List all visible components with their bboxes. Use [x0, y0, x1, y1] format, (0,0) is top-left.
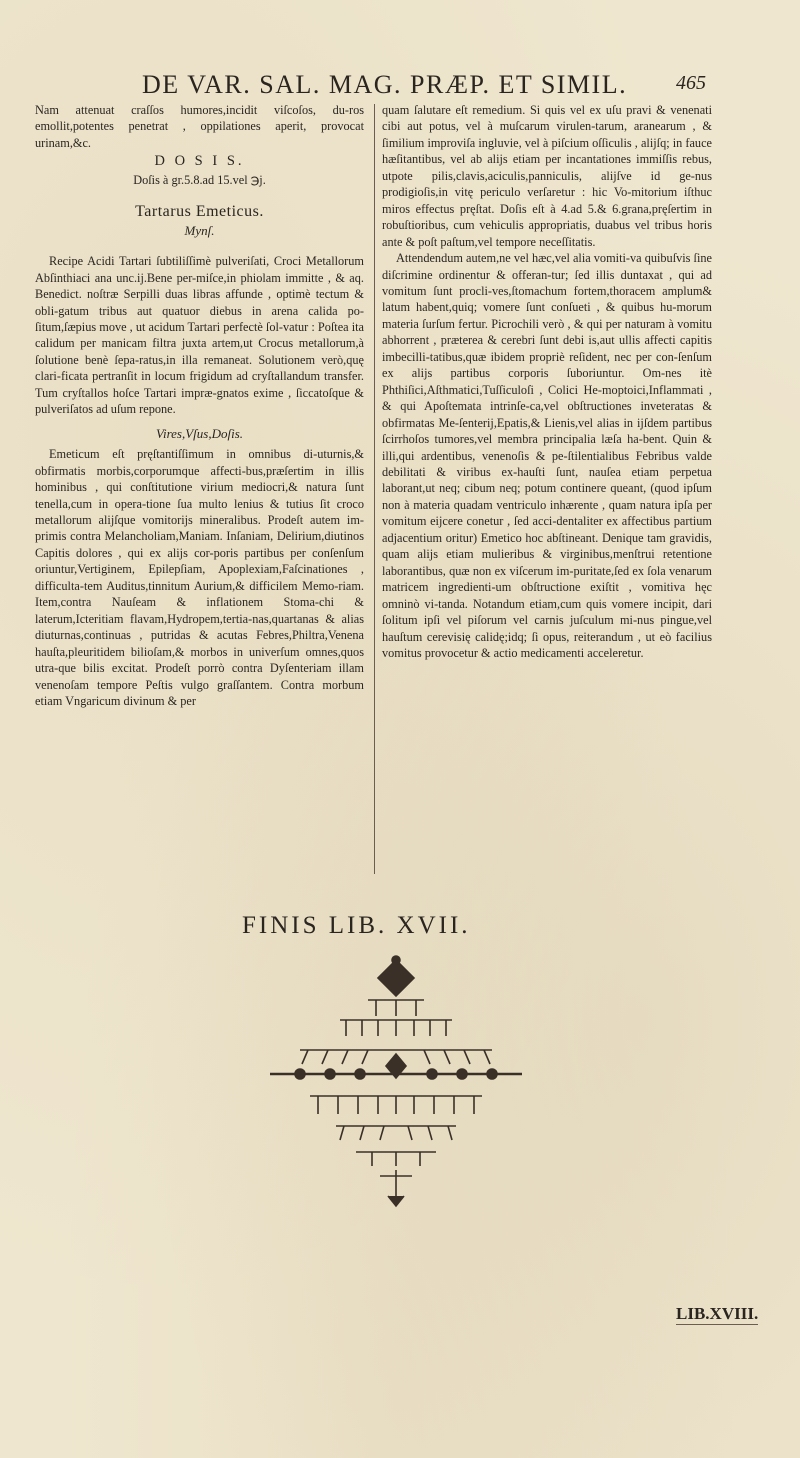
intro-paragraph: Nam attenuat craſſos humores,incidit viſcoſos, du-ros emollit,potentes penetrat , oppilationes aperit, provocat urinam,&c.	[35, 103, 364, 150]
dosis-heading: D O S I S.	[154, 153, 245, 170]
vires-paragraph: Emeticum eſt pręſtantiſſimum in omnibus di-uturnis,& obfirmatis morbis,corporumque affecti-bus,præſertim in illis hominibus , qui conſtitutione virium mediocri,& natura ſunt tenella,cum in opera-tione ſua multo lenius & tutius ſit croco metallorum alijſque vomitorijs mineralibus. Prodeſt autem im-primis contra Melancholiam,Maniam. Inſaniam, Delirium,diutinos Capitis dolores , qui ex alijs cor-poris partibus per conſenſum oriuntur,Vertiginem, Epilepſiam, Apoplexiam,Faſcinationes , difficulta-tem Auditus,tinnitum Aurium,& difficilem Memo-riam. Item,contra Nauſeam & inflationem Stoma-chi & laterum,Icteritiam flavam,Hydropem,tertia-nas,quartanas & alias diuturnas,continuas , putridas & acutas Febres,Philtra,Venena hauſta,pleuritidem bilioſam,& morbos in univerſum omnes,quos utra-que bilis excitat. Prodeſt porrò contra Dyſenteriam illam venenoſam tempore Peſtis vulgo graſſantem. Contra morbum etiam Vngaricum divinum & per	[35, 447, 364, 708]
column-divider	[374, 104, 375, 874]
attendendum-paragraph: Attendendum autem,ne vel hæc,vel alia vomiti-va quibuſvis ſine diſcrimine ordinentur & offeran-tur; ſed illis duntaxat , qui ad vomitum ſunt procli-ves,ſtomachum fortem,thoracem amplum& latum habent,quiq; vomere ſunt conſueti , & quibus hu-morum materia ſurſum fertur. Picrochili verò , & qui per naturam à vomitu abhorrent , præterea & cerebri ſunt debi is,aut ullis affecti capitis imbecilli-tatibus,quæ ibidem propriè reſident, nec per con-ſenſum ex alijs partibus corporis ſuboriuntur. Om-nes itè Phthiſici,Aſthmatici,Tuſſiculoſi , Colici He-moptoici,Inflammati , & qui Apoſtemata intrinſe-ca,vel obſtructiones inveteratas & obfirmatas Me-ſenterij,Epatis,& Lienis,vel alias in ijſdem partibus ſcirrhoſos tumores,vel membra principalia læſa ha-bent. Quin & illi,qui ardentibus, venenoſis & pe-ſtilentialibus Febribus valde debilitati & viribus ex-hauſti ſunt, nauſea etiam perpetua laborant,ut neq; cibum neq; potum continere queant, (quod ipſum non à materia quadam ventriculo inhærente , quam natura ipſa per vomitum eijcere conetur , ſed acci-dentaliter ex affectibus partium adjacentium oritur) Emetico hoc abſtineant. Denique tam gravidis, quam alijs etiam mulieribus & virginibus,menſtrui retentione laborantibus, quæ non ex viſcerum im-puritate,ſed ex ſola venarum matricem ingredienti-um obſtructione exiſtit , vomitiva hęc omninò vi-tanda. Notandum etiam,cum quis vomere incipit, dari ſolitum ipſi vel piſorum vel carnis juſculum mi-nus pingue,vel hauſtum cerevisię calidę;idq; ſi opus, reiterandum , ut eò facilius vomitus provocetur & actio medicamenti acceleretur.	[382, 251, 712, 660]
left-column	[35, 102, 364, 709]
dosis-text: Doſis à gr.5.8.ad 15.vel ℈j.	[133, 172, 266, 187]
catchword: LIB.XVIII.	[676, 1304, 759, 1323]
right-column	[382, 102, 712, 661]
recipe-author: Mynſ.	[184, 222, 215, 238]
recipe-title: Tartarus Emeticus.	[135, 203, 264, 221]
continuation-paragraph: quam ſalutare eſt remedium. Si quis vel ex uſu pravi & venenati cibi aut potus, vel à muſcarum virulen-tarum, aranearum , & ſimilium improviſa ingluvie, vel à piſcium oſſiculis , alijſq; in fauce hæſitantibus, vel ab alijs etiam per incantationes immiſſis rebus, utpote pilis,clavis,aciculis,panniculis, alijſve id ge-nus prodigioſis,in vitę periculo verſaretur : hic Vo-mitorium iſthuc miros effectus pręſtat. Doſis eſt à 4.ad 5.& 6.grana,pręſertim in robuſtioribus, cum vehiculis appropriatis, duabus vel tribus horis ante & poſt paſtum,vel tempore neceſſitatis.	[382, 103, 712, 249]
running-head: DE VAR. SAL. MAG. PRÆP. ET SIMIL.	[142, 70, 628, 99]
finis-line: FINIS LIB. XVII.	[242, 912, 471, 939]
vires-heading: Vires,Vſus,Doſis.	[155, 425, 244, 441]
page-number: 465	[676, 72, 706, 94]
page-header	[0, 70, 800, 104]
recipe-paragraph: Recipe Acidi Tartari ſubtiliſſimè pulveriſati, Croci Metallorum Abſinthiaci ana unc.ij.Bene per-miſce,in phiolam immitte , & aq. Benedict. noſtræ Serpilli duas libras affunde , optimè tectum & obli-gatum tribus aut quatuor diebus in arena calida po-ſitum,ſæpius move , ut acidum Tartari perfectè ſol-vatur : Poſtea ita calidum per manicam filtra juxta artem,ut Crocus metallorum,à ſolutione benè ſepa-ratus,in illa remaneat. Solutionem verò,quę clari-ficata pertranſit in locum frigidum ad cryſtallandum transfer. Tum cryſtallos hoſce Tartari impræ-gnatos exime , ſiccatoſque & pulveriſatos ad uſum repone.	[35, 254, 364, 417]
